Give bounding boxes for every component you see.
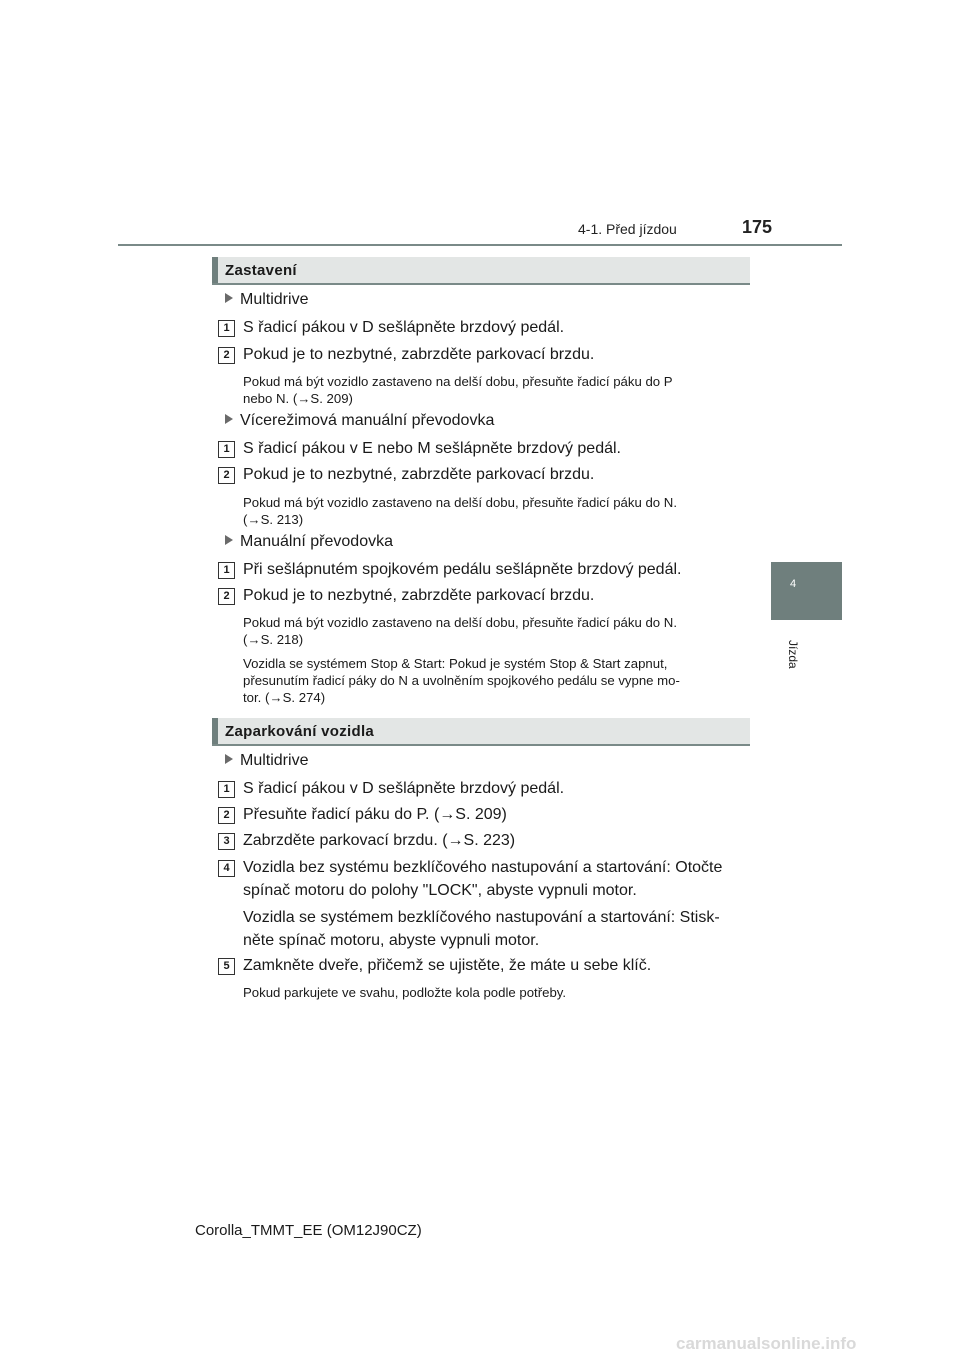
note: Pokud má být vozidlo zastaveno na delší dobu, přesuňte řadicí páku do P nebo N. (→S. 209) [243,374,673,406]
step-text: Vozidla se systémem bezklíčového nastupování a startování: Stisk- něte spínač motoru, abyste vypnuli motor. [243,909,720,949]
triangle-bullet-icon [225,293,233,303]
step-text: Při sešlápnutém spojkovém pedálu sešlápněte brzdový pedál. [243,561,682,578]
header-rule [118,244,842,246]
subheading-manual: Manuální převodovka [225,533,393,551]
section-title: 4-1. Před jízdou [578,221,677,237]
note: Pokud má být vozidlo zastaveno na delší dobu, přesuňte řadicí páku do N. (→S. 218) [243,615,677,647]
step-number: 1 [218,320,235,337]
subheading-multimode: Vícerežimová manuální převodovka [225,412,494,430]
step-number: 2 [218,807,235,824]
page-number: 175 [742,217,773,237]
step-text: Pokud je to nezbytné, zabrzděte parkovací brzdu. [243,466,595,483]
step-number: 1 [218,441,235,458]
note: Pokud má být vozidlo zastaveno na delší dobu, přesuňte řadicí páku do N. (→S. 213) [243,495,677,527]
step-number: 4 [218,860,235,877]
step-number: 2 [218,347,235,364]
step-text: S řadicí pákou v E nebo M sešlápněte brzdový pedál. [243,440,621,457]
step-text: S řadicí pákou v D sešlápněte brzdový pedál. [243,319,565,336]
document-footer: Corolla_TMMT_EE (OM12J90CZ) [195,1222,422,1239]
triangle-bullet-icon [225,414,233,424]
section-bar-park [212,718,750,746]
chapter-tab [771,562,842,620]
section-bar-stop [212,257,750,285]
step-text: Pokud je to nezbytné, zabrzděte parkovací brzdu. [243,346,595,363]
subheading-park-multidrive: Multidrive [225,752,308,770]
step-number: 1 [218,781,235,798]
step-number: 1 [218,562,235,579]
note: Vozidla se systémem Stop & Start: Pokud je systém Stop & Start zapnut, přesunutím řadicí páky do N a uvolněním spojkového pedálu se vypne mo- tor. (→S. 274) [243,656,680,705]
section-bar-park-title: Zaparkování vozidla [225,723,375,740]
step-number: 3 [218,833,235,850]
step-number: 5 [218,958,235,975]
step-number: 2 [218,467,235,484]
step-text: Pokud je to nezbytné, zabrzděte parkovací brzdu. [243,587,595,604]
step-text: Zabrzděte parkovací brzdu. (→S. 223) [243,832,516,849]
step-text: Zamkněte dveře, přičemž se ujistěte, že máte u sebe klíč. [243,957,652,974]
step-text: S řadicí pákou v D sešlápněte brzdový pedál. [243,780,565,797]
section-bar-stop-title: Zastavení [225,262,297,279]
chapter-tab-number: 4 [789,578,797,590]
chapter-tab-label: Jízda [786,640,800,669]
watermark: carmanualsonline.info [676,1334,857,1353]
step-text: Vozidla bez systému bezklíčového nastupování a startování: Otočte spínač motoru do polohy "LOCK", abyste vypnuli motor. [243,859,723,899]
note: Pokud parkujete ve svahu, podložte kola podle potřeby. [243,985,567,1000]
triangle-bullet-icon [225,754,233,764]
step-text: Přesuňte řadicí páku do P. (→S. 209) [243,806,507,823]
step-number: 2 [218,588,235,605]
subheading-multidrive: Multidrive [225,291,308,309]
triangle-bullet-icon [225,535,233,545]
